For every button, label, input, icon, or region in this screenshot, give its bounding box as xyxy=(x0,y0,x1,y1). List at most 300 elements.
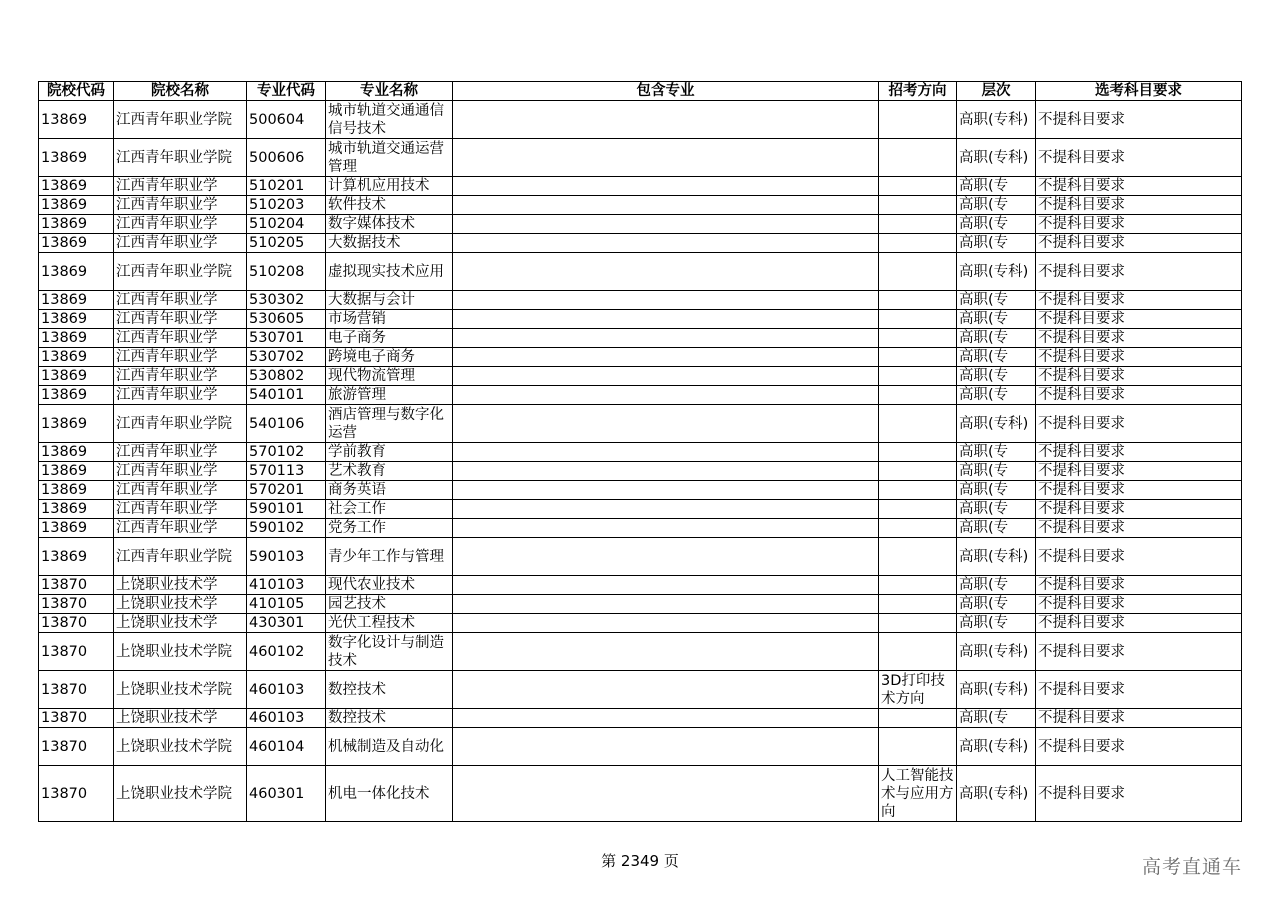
cell-school-code xyxy=(39,386,114,405)
cell-school-name xyxy=(114,139,247,177)
header-level: 层次 xyxy=(957,82,1036,101)
cell-major-name xyxy=(326,576,453,595)
cell-level-text: 高职(专 xyxy=(959,482,1009,498)
cell-level-text: 高职(专 xyxy=(959,520,1009,536)
cell-included-majors-text xyxy=(455,196,877,214)
cell-included-majors xyxy=(453,576,879,595)
cell-major-code xyxy=(247,766,326,822)
cell-school-name-text: 上饶职业技术学院 xyxy=(116,643,232,660)
cell-major-name xyxy=(326,633,453,671)
cell-subject-requirement xyxy=(1036,462,1242,481)
cell-direction-text xyxy=(881,215,955,233)
cell-major-code xyxy=(247,386,326,405)
cell-major-name-text: 学前教育 xyxy=(328,444,386,460)
cell-major-code xyxy=(247,291,326,310)
cell-direction xyxy=(879,576,957,595)
cell-subject-requirement-text: 不提科目要求 xyxy=(1038,387,1125,403)
cell-school-code xyxy=(39,595,114,614)
cell-major-name-text: 城市轨道交通通信信号技术 xyxy=(328,102,444,137)
cell-level-text: 高职(专 xyxy=(959,596,1009,612)
cell-subject-requirement xyxy=(1036,519,1242,538)
cell-school-code-text: 13869 xyxy=(41,349,88,365)
cell-school-code-text: 13869 xyxy=(41,368,88,384)
cell-major-name-text: 大数据与会计 xyxy=(328,292,415,308)
cell-direction xyxy=(879,234,957,253)
cell-major-code-text: 570113 xyxy=(249,463,305,479)
cell-school-code-text: 13869 xyxy=(41,387,88,403)
cell-level xyxy=(957,405,1036,443)
table-row xyxy=(39,519,1242,538)
cell-direction xyxy=(879,101,957,139)
cell-subject-requirement-text: 不提科目要求 xyxy=(1038,615,1125,631)
cell-direction-text: 人工智能技术与应用方向 xyxy=(881,767,954,820)
cell-school-name xyxy=(114,614,247,633)
cell-direction-text xyxy=(881,500,955,518)
watermark: 高考直通车 xyxy=(1142,856,1243,878)
cell-major-code xyxy=(247,329,326,348)
cell-level xyxy=(957,234,1036,253)
cell-school-name xyxy=(114,671,247,709)
cell-school-name-text: 江西青年职业学院 xyxy=(116,149,232,166)
header-major-code: 专业代码 xyxy=(247,82,326,101)
cell-major-code-text: 460103 xyxy=(249,710,305,726)
cell-major-code-text: 500604 xyxy=(249,111,305,128)
cell-school-code-text: 13869 xyxy=(41,216,88,232)
cell-major-name xyxy=(326,215,453,234)
cell-major-name xyxy=(326,386,453,405)
cell-school-code-text: 13869 xyxy=(41,501,88,517)
cell-direction xyxy=(879,310,957,329)
cell-direction-text xyxy=(881,291,955,309)
cell-included-majors-text xyxy=(455,500,877,518)
cell-school-code-text: 13870 xyxy=(41,643,88,660)
cell-school-name xyxy=(114,386,247,405)
cell-school-code-text: 13869 xyxy=(41,482,88,498)
cell-direction xyxy=(879,614,957,633)
cell-major-code xyxy=(247,709,326,728)
cell-level-text: 高职(专科) xyxy=(959,785,1029,802)
cell-major-code-text: 570201 xyxy=(249,482,305,498)
cell-school-code-text: 13870 xyxy=(41,577,88,593)
cell-level-text: 高职(专 xyxy=(959,463,1009,479)
cell-school-code xyxy=(39,196,114,215)
cell-school-code-text: 13869 xyxy=(41,415,88,432)
cell-direction-text xyxy=(881,443,955,461)
cell-direction xyxy=(879,728,957,766)
cell-major-code-text: 590102 xyxy=(249,520,305,536)
cell-school-name xyxy=(114,462,247,481)
cell-major-name-text: 机械制造及自动化 xyxy=(328,738,444,755)
cell-direction xyxy=(879,462,957,481)
cell-included-majors-text xyxy=(455,234,877,252)
cell-included-majors xyxy=(453,538,879,576)
cell-level xyxy=(957,462,1036,481)
cell-major-name xyxy=(326,329,453,348)
cell-direction-text xyxy=(881,367,955,385)
cell-school-name-text: 江西青年职业学院 xyxy=(116,263,232,280)
cell-major-code-text: 530702 xyxy=(249,349,305,365)
cell-subject-requirement xyxy=(1036,576,1242,595)
cell-major-name-text: 大数据技术 xyxy=(328,235,401,251)
cell-major-code xyxy=(247,443,326,462)
cell-school-name-text: 江西青年职业学院 xyxy=(116,111,232,128)
cell-school-name-text: 江西青年职业学 xyxy=(116,520,218,536)
cell-school-code xyxy=(39,671,114,709)
cell-direction xyxy=(879,386,957,405)
cell-included-majors-text xyxy=(455,310,877,328)
cell-included-majors xyxy=(453,462,879,481)
cell-included-majors xyxy=(453,291,879,310)
cell-school-code-text: 13869 xyxy=(41,263,88,280)
cell-direction-text xyxy=(881,196,955,214)
table-row xyxy=(39,196,1242,215)
cell-school-code-text: 13870 xyxy=(41,681,88,698)
table-row xyxy=(39,481,1242,500)
cell-subject-requirement-text: 不提科目要求 xyxy=(1038,349,1125,365)
cell-direction-text xyxy=(881,595,955,613)
cell-direction xyxy=(879,196,957,215)
cell-subject-requirement-text: 不提科目要求 xyxy=(1038,216,1125,232)
cell-major-code-text: 590101 xyxy=(249,501,305,517)
cell-school-code xyxy=(39,462,114,481)
cell-level-text: 高职(专 xyxy=(959,368,1009,384)
cell-included-majors xyxy=(453,595,879,614)
cell-direction-text xyxy=(881,329,955,347)
cell-level xyxy=(957,196,1036,215)
cell-major-code xyxy=(247,367,326,386)
cell-level xyxy=(957,291,1036,310)
cell-school-code-text: 13870 xyxy=(41,615,88,631)
cell-major-code-text: 540101 xyxy=(249,387,305,403)
table-row xyxy=(39,614,1242,633)
cell-level-text: 高职(专科) xyxy=(959,263,1029,280)
cell-direction xyxy=(879,671,957,709)
header-school-name: 院校名称 xyxy=(114,82,247,101)
cell-subject-requirement-text: 不提科目要求 xyxy=(1038,548,1125,565)
cell-major-code-text: 510208 xyxy=(249,263,305,280)
cell-included-majors xyxy=(453,766,879,822)
cell-major-code xyxy=(247,481,326,500)
cell-school-name xyxy=(114,500,247,519)
cell-major-code xyxy=(247,253,326,291)
cell-school-code-text: 13870 xyxy=(41,710,88,726)
cell-major-code xyxy=(247,139,326,177)
cell-level xyxy=(957,310,1036,329)
cell-subject-requirement-text: 不提科目要求 xyxy=(1038,111,1125,128)
cell-major-name xyxy=(326,443,453,462)
cell-subject-requirement xyxy=(1036,386,1242,405)
table-row xyxy=(39,291,1242,310)
cell-major-name xyxy=(326,481,453,500)
cell-included-majors-text xyxy=(455,348,877,366)
cell-subject-requirement xyxy=(1036,329,1242,348)
cell-subject-requirement-text: 不提科目要求 xyxy=(1038,292,1125,308)
cell-school-code-text: 13869 xyxy=(41,311,88,327)
cell-subject-requirement-text: 不提科目要求 xyxy=(1038,710,1125,726)
cell-level-text: 高职(专 xyxy=(959,311,1009,327)
table-row xyxy=(39,405,1242,443)
cell-school-name-text: 江西青年职业学 xyxy=(116,216,218,232)
cell-school-name xyxy=(114,310,247,329)
cell-subject-requirement xyxy=(1036,728,1242,766)
cell-school-name xyxy=(114,538,247,576)
cell-major-name-text: 数控技术 xyxy=(328,681,386,698)
cell-school-code xyxy=(39,234,114,253)
cell-major-name-text: 艺术教育 xyxy=(328,463,386,479)
cell-major-name xyxy=(326,500,453,519)
table-row xyxy=(39,595,1242,614)
cell-major-name-text: 数字化设计与制造技术 xyxy=(328,634,444,669)
cell-level-text: 高职(专 xyxy=(959,216,1009,232)
cell-direction xyxy=(879,405,957,443)
table-row xyxy=(39,367,1242,386)
cell-included-majors xyxy=(453,443,879,462)
cell-major-name xyxy=(326,196,453,215)
cell-school-code-text: 13869 xyxy=(41,235,88,251)
cell-major-code-text: 410103 xyxy=(249,577,305,593)
cell-subject-requirement-text: 不提科目要求 xyxy=(1038,415,1125,432)
cell-school-code xyxy=(39,405,114,443)
cell-major-name xyxy=(326,367,453,386)
cell-subject-requirement-text: 不提科目要求 xyxy=(1038,178,1125,194)
cell-subject-requirement xyxy=(1036,481,1242,500)
cell-school-name xyxy=(114,177,247,196)
cell-major-name-text: 酒店管理与数字化运营 xyxy=(328,406,444,441)
cell-level xyxy=(957,215,1036,234)
cell-subject-requirement xyxy=(1036,538,1242,576)
table-row xyxy=(39,671,1242,709)
cell-school-code-text: 13870 xyxy=(41,738,88,755)
cell-major-code-text: 410105 xyxy=(249,596,305,612)
cell-school-name-text: 江西青年职业学 xyxy=(116,330,218,346)
cell-school-name-text: 江西青年职业学 xyxy=(116,235,218,251)
table-row xyxy=(39,329,1242,348)
cell-included-majors xyxy=(453,196,879,215)
cell-included-majors-text xyxy=(455,519,877,537)
cell-school-code xyxy=(39,253,114,291)
cell-level xyxy=(957,500,1036,519)
cell-major-code xyxy=(247,101,326,139)
cell-included-majors-text xyxy=(455,386,877,404)
cell-major-code xyxy=(247,462,326,481)
cell-subject-requirement-text: 不提科目要求 xyxy=(1038,681,1125,698)
cell-level-text: 高职(专 xyxy=(959,178,1009,194)
cell-school-name-text: 江西青年职业学 xyxy=(116,368,218,384)
page-number: 第 2349 页 xyxy=(601,852,679,870)
cell-school-code xyxy=(39,614,114,633)
cell-subject-requirement-text: 不提科目要求 xyxy=(1038,596,1125,612)
cell-direction xyxy=(879,481,957,500)
cell-school-name-text: 江西青年职业学 xyxy=(116,501,218,517)
cell-school-code xyxy=(39,728,114,766)
cell-school-name xyxy=(114,101,247,139)
cell-included-majors xyxy=(453,367,879,386)
cell-subject-requirement-text: 不提科目要求 xyxy=(1038,263,1125,280)
cell-included-majors xyxy=(453,139,879,177)
cell-major-name-text: 计算机应用技术 xyxy=(328,178,430,194)
cell-school-code xyxy=(39,367,114,386)
cell-included-majors-text xyxy=(455,177,877,195)
cell-level-text: 高职(专 xyxy=(959,235,1009,251)
cell-school-name xyxy=(114,253,247,291)
cell-school-name-text: 江西青年职业学 xyxy=(116,463,218,479)
cell-level xyxy=(957,633,1036,671)
table-row xyxy=(39,386,1242,405)
cell-major-name-text: 商务英语 xyxy=(328,482,386,498)
cell-level xyxy=(957,386,1036,405)
cell-major-code-text: 510203 xyxy=(249,197,305,213)
header-row xyxy=(39,82,1242,101)
cell-school-code-text: 13869 xyxy=(41,149,88,166)
cell-level-text: 高职(专科) xyxy=(959,149,1029,166)
cell-subject-requirement-text: 不提科目要求 xyxy=(1038,463,1125,479)
cell-included-majors xyxy=(453,386,879,405)
cell-major-name xyxy=(326,139,453,177)
cell-subject-requirement xyxy=(1036,310,1242,329)
cell-school-name-text: 上饶职业技术学院 xyxy=(116,681,232,698)
cell-direction-text xyxy=(881,614,955,632)
cell-subject-requirement-text: 不提科目要求 xyxy=(1038,520,1125,536)
cell-major-name-text: 青少年工作与管理 xyxy=(328,548,444,565)
cell-major-code xyxy=(247,633,326,671)
cell-major-name xyxy=(326,538,453,576)
cell-level-text: 高职(专 xyxy=(959,501,1009,517)
cell-major-name-text: 市场营销 xyxy=(328,311,386,327)
cell-major-code xyxy=(247,348,326,367)
cell-school-code-text: 13870 xyxy=(41,785,88,802)
cell-school-code-text: 13869 xyxy=(41,548,88,565)
cell-direction-text xyxy=(881,481,955,499)
table-row xyxy=(39,576,1242,595)
cell-school-code-text: 13869 xyxy=(41,197,88,213)
cell-included-majors-text xyxy=(455,291,877,309)
cell-school-code-text: 13869 xyxy=(41,178,88,194)
cell-major-name xyxy=(326,614,453,633)
cell-included-majors-text xyxy=(455,367,877,385)
cell-subject-requirement xyxy=(1036,405,1242,443)
cell-subject-requirement xyxy=(1036,291,1242,310)
cell-subject-requirement xyxy=(1036,196,1242,215)
cell-school-code xyxy=(39,177,114,196)
cell-school-name xyxy=(114,367,247,386)
cell-direction xyxy=(879,348,957,367)
cell-major-name xyxy=(326,766,453,822)
cell-level xyxy=(957,538,1036,576)
cell-direction xyxy=(879,253,957,291)
cell-school-name xyxy=(114,481,247,500)
cell-school-name-text: 上饶职业技术学 xyxy=(116,577,218,593)
cell-major-code-text: 570102 xyxy=(249,444,305,460)
cell-subject-requirement-text: 不提科目要求 xyxy=(1038,738,1125,755)
cell-major-name xyxy=(326,234,453,253)
cell-level xyxy=(957,595,1036,614)
cell-major-code xyxy=(247,215,326,234)
cell-included-majors xyxy=(453,177,879,196)
cell-major-code xyxy=(247,576,326,595)
cell-school-name xyxy=(114,348,247,367)
cell-school-name-text: 江西青年职业学 xyxy=(116,292,218,308)
cell-school-code-text: 13870 xyxy=(41,596,88,612)
cell-subject-requirement xyxy=(1036,671,1242,709)
header-subject-requirement: 选考科目要求 xyxy=(1036,82,1242,101)
cell-level xyxy=(957,519,1036,538)
cell-major-name-text: 数字媒体技术 xyxy=(328,216,415,232)
cell-school-code-text: 13869 xyxy=(41,292,88,308)
cell-included-majors xyxy=(453,614,879,633)
cell-direction xyxy=(879,709,957,728)
table-row xyxy=(39,253,1242,291)
admissions-table xyxy=(38,81,1242,822)
cell-major-name-text: 数控技术 xyxy=(328,710,386,726)
cell-major-code-text: 460102 xyxy=(249,643,305,660)
cell-included-majors-text xyxy=(455,443,877,461)
table-row xyxy=(39,728,1242,766)
cell-major-code xyxy=(247,519,326,538)
cell-major-name xyxy=(326,405,453,443)
cell-level xyxy=(957,329,1036,348)
table-row xyxy=(39,177,1242,196)
cell-included-majors xyxy=(453,215,879,234)
table-row xyxy=(39,766,1242,822)
cell-major-code xyxy=(247,671,326,709)
cell-level-text: 高职(专科) xyxy=(959,681,1029,698)
cell-major-name xyxy=(326,709,453,728)
cell-level-text: 高职(专 xyxy=(959,577,1009,593)
cell-direction-text xyxy=(881,709,955,727)
cell-school-name xyxy=(114,728,247,766)
cell-school-name xyxy=(114,215,247,234)
cell-level xyxy=(957,576,1036,595)
cell-school-code xyxy=(39,329,114,348)
table-row xyxy=(39,462,1242,481)
cell-included-majors xyxy=(453,253,879,291)
cell-school-name xyxy=(114,234,247,253)
cell-level-text: 高职(专科) xyxy=(959,738,1029,755)
cell-major-code-text: 460103 xyxy=(249,681,305,698)
cell-level xyxy=(957,367,1036,386)
cell-subject-requirement xyxy=(1036,234,1242,253)
cell-subject-requirement-text: 不提科目要求 xyxy=(1038,785,1125,802)
cell-level xyxy=(957,766,1036,822)
table-row xyxy=(39,709,1242,728)
cell-major-code-text: 510204 xyxy=(249,216,305,232)
cell-major-name xyxy=(326,728,453,766)
cell-subject-requirement-text: 不提科目要求 xyxy=(1038,643,1125,660)
cell-school-code xyxy=(39,443,114,462)
cell-included-majors xyxy=(453,329,879,348)
cell-major-code xyxy=(247,614,326,633)
cell-level xyxy=(957,443,1036,462)
cell-school-name xyxy=(114,405,247,443)
cell-included-majors xyxy=(453,728,879,766)
table-row xyxy=(39,443,1242,462)
cell-school-code xyxy=(39,576,114,595)
cell-level xyxy=(957,101,1036,139)
cell-school-code xyxy=(39,215,114,234)
cell-level xyxy=(957,671,1036,709)
cell-subject-requirement xyxy=(1036,367,1242,386)
cell-major-name-text: 虚拟现实技术应用 xyxy=(328,263,444,280)
cell-subject-requirement-text: 不提科目要求 xyxy=(1038,149,1125,166)
cell-school-name-text: 江西青年职业学 xyxy=(116,178,218,194)
cell-school-name xyxy=(114,595,247,614)
cell-school-name xyxy=(114,329,247,348)
cell-school-name-text: 江西青年职业学 xyxy=(116,311,218,327)
cell-level xyxy=(957,728,1036,766)
cell-level-text: 高职(专 xyxy=(959,615,1009,631)
cell-level-text: 高职(专科) xyxy=(959,415,1029,432)
cell-level xyxy=(957,253,1036,291)
